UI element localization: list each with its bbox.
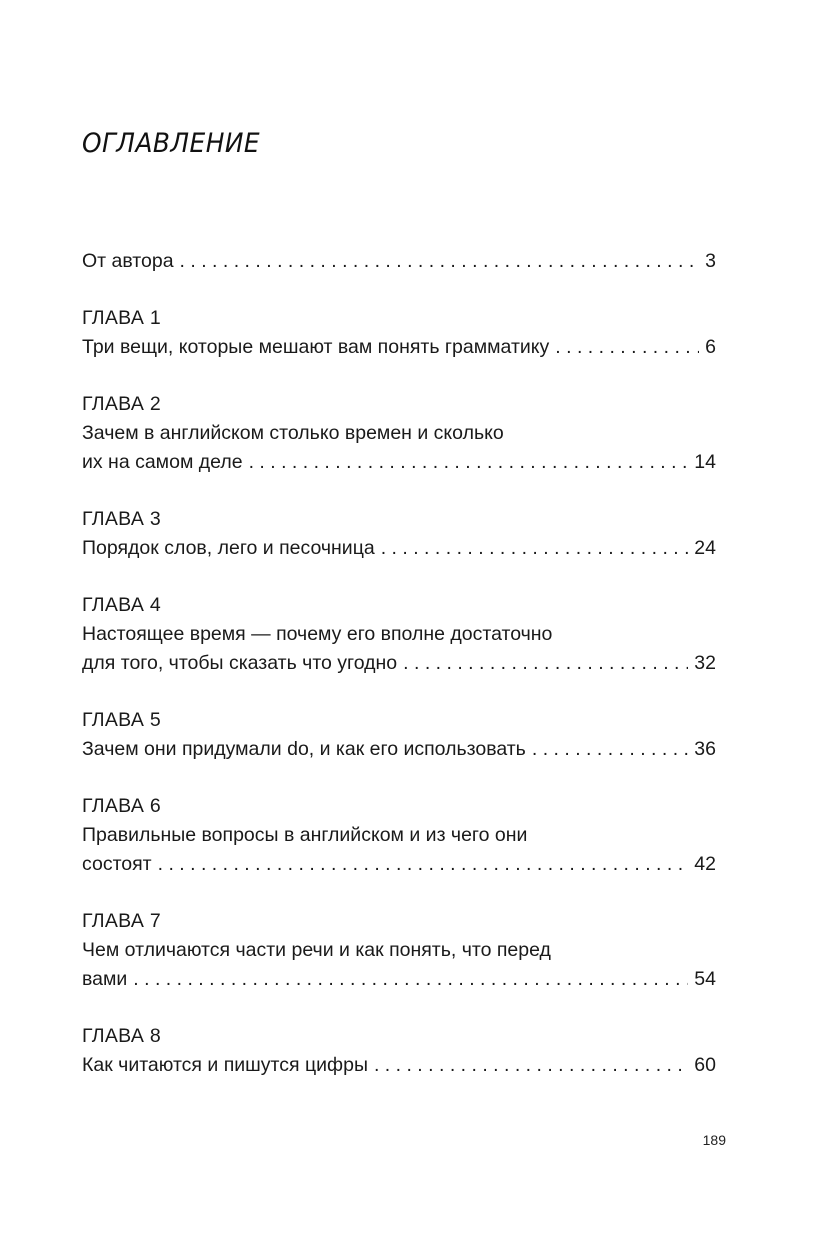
page-title: ОГЛАВЛЕНИЕ [82, 128, 261, 159]
dot-leader [180, 247, 700, 276]
toc-entry-title: вами [82, 968, 128, 990]
toc-page-number: 3 [705, 250, 716, 272]
toc-entry-author [82, 247, 716, 276]
toc-entry-title-line: Настоящее время — почему его вполне достаточно [82, 623, 553, 645]
toc-entry-title: Как читаются и пишутся цифры [82, 1054, 368, 1076]
dot-leader [133, 965, 688, 994]
chapter-label: ГЛАВА 1 [82, 307, 161, 329]
toc-entry-chapter-3 [82, 505, 716, 563]
toc-entry-chapter-2 [82, 390, 716, 477]
toc-entry-chapter-5 [82, 706, 716, 764]
toc-entry-title-line: Зачем в английском столько времен и сколько [82, 422, 504, 444]
dot-leader [532, 735, 688, 764]
toc-entry-title: От автора [82, 250, 174, 272]
toc-page-number: 24 [694, 537, 716, 559]
toc-line[interactable] [82, 534, 716, 563]
toc-page-number: 54 [694, 968, 716, 990]
toc-entry-title-line: Правильные вопросы в английском и из чего они [82, 824, 528, 846]
toc-page-number: 6 [705, 336, 716, 358]
toc-line[interactable] [82, 247, 716, 276]
chapter-label: ГЛАВА 6 [82, 795, 161, 817]
toc-page-number: 42 [694, 853, 716, 875]
table-of-contents [82, 247, 716, 1108]
toc-entry-title: Порядок слов, лего и песочница [82, 537, 375, 559]
toc-line[interactable] [82, 333, 716, 362]
toc-entry-chapter-6 [82, 792, 716, 879]
toc-entry-title-line: Чем отличаются части речи и как понять, что перед [82, 939, 551, 961]
toc-line[interactable] [82, 965, 716, 994]
toc-entry-title: Три вещи, которые мешают вам понять грамматику [82, 336, 550, 358]
dot-leader [381, 534, 689, 563]
toc-entry-title: для того, чтобы сказать что угодно [82, 652, 398, 674]
toc-page-number: 36 [694, 738, 716, 760]
toc-line[interactable] [82, 735, 716, 764]
chapter-label: ГЛАВА 2 [82, 393, 161, 415]
toc-entry-title: их на самом деле [82, 451, 243, 473]
toc-entry-title: Зачем они придумали do, и как его использовать [82, 738, 526, 760]
toc-entry-chapter-4 [82, 591, 716, 678]
dot-leader [249, 448, 689, 477]
toc-entry-chapter-8 [82, 1022, 716, 1080]
dot-leader [374, 1051, 688, 1080]
page-number: 189 [702, 1132, 726, 1148]
toc-line[interactable] [82, 448, 716, 477]
toc-entry-title: состоят [82, 853, 152, 875]
toc-entry-chapter-7 [82, 907, 716, 994]
chapter-label: ГЛАВА 3 [82, 508, 161, 530]
toc-line[interactable] [82, 649, 716, 678]
toc-line[interactable] [82, 850, 716, 879]
dot-leader [158, 850, 689, 879]
toc-page-number: 14 [694, 451, 716, 473]
toc-entry-chapter-1 [82, 304, 716, 362]
chapter-label: ГЛАВА 4 [82, 594, 161, 616]
toc-line[interactable] [82, 1051, 716, 1080]
dot-leader [555, 333, 699, 362]
chapter-label: ГЛАВА 7 [82, 910, 161, 932]
chapter-label: ГЛАВА 5 [82, 709, 161, 731]
chapter-label: ГЛАВА 8 [82, 1025, 161, 1047]
toc-page-number: 32 [694, 652, 716, 674]
toc-page-number: 60 [694, 1054, 716, 1076]
dot-leader [403, 649, 688, 678]
